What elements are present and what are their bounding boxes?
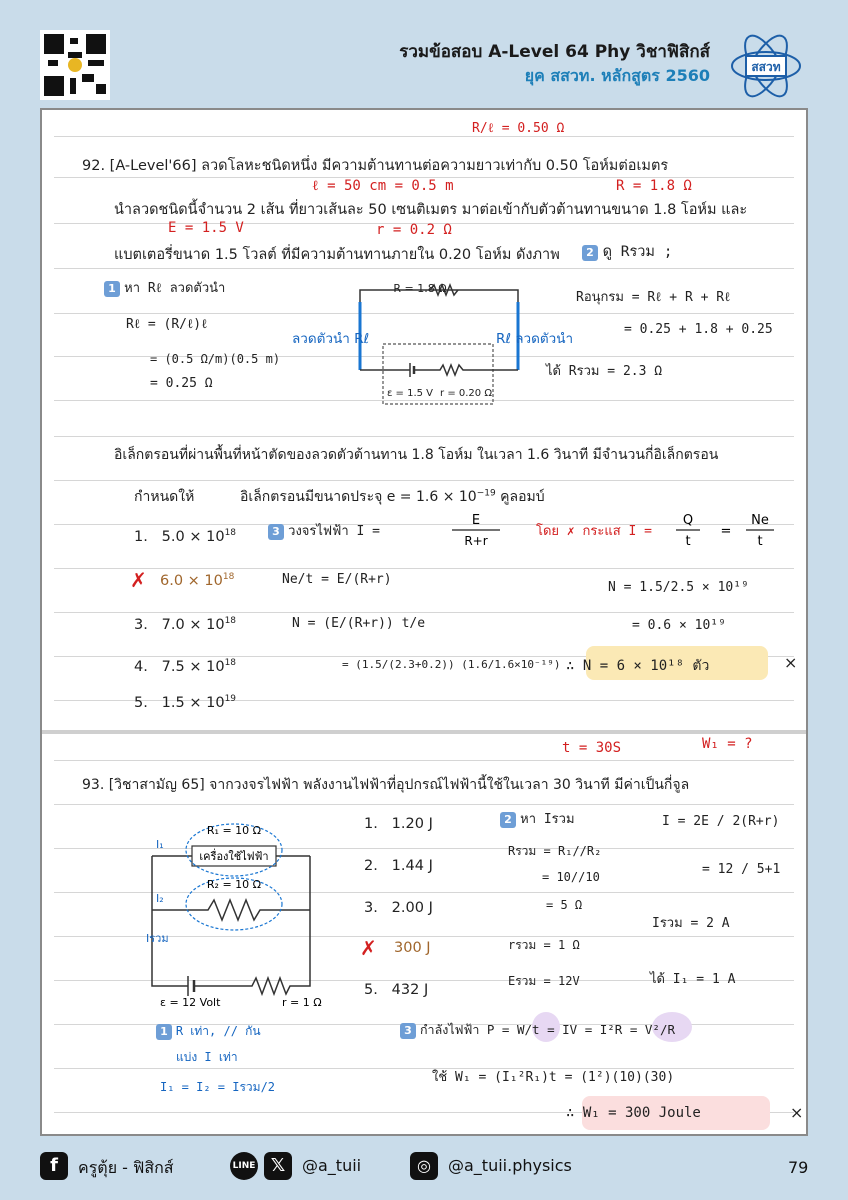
answer-cross-icon: ✗ xyxy=(360,936,377,960)
choice-value: 2.00 J xyxy=(391,900,433,916)
choice-value: 1.44 J xyxy=(391,858,433,874)
work-line2: N = (E/(R+r)) t/e xyxy=(292,616,426,631)
note-emf: E = 1.5 V xyxy=(168,220,244,236)
choice-value: 1.5 × 10 xyxy=(161,694,225,711)
circuit-r-label: R = 1.8 Ω xyxy=(393,282,447,295)
rint-total: rรวม = 1 Ω xyxy=(508,938,580,952)
given-exponent: −19 xyxy=(476,488,496,499)
answer-cross-icon: ✗ xyxy=(130,568,147,592)
current-3: Iรวม = 2 A xyxy=(652,916,730,931)
current-4: ได้ I₁ = 1 A xyxy=(650,972,736,987)
choice-value: 7.5 × 10 xyxy=(161,658,225,675)
step1-row xyxy=(104,277,225,298)
choice-item[interactable] xyxy=(134,694,236,711)
svg-text:t: t xyxy=(685,534,691,549)
s2-row xyxy=(500,808,575,829)
work-line1: Ne/t = E/(R+r) xyxy=(282,572,392,587)
r1-label: R₁ = 10 Ω xyxy=(206,824,262,837)
step-badge: 1 xyxy=(156,1024,172,1040)
step3-row xyxy=(268,520,380,541)
footer xyxy=(0,1142,848,1200)
header-title: รวมข้อสอบ A-Level 64 Phy วิชาฟิสิกส์ xyxy=(399,42,710,62)
svg-text:t: t xyxy=(757,534,763,549)
choice-value: 7.0 × 10 xyxy=(161,616,225,633)
choice-number: 2. xyxy=(364,858,378,874)
choice-value: 5.0 × 10 xyxy=(161,528,225,545)
s3-text: กำลังไฟฟ้า P = W/t = IV = I²R = V²/R xyxy=(419,1022,676,1037)
choice-value: 432 J xyxy=(391,982,429,998)
x-icon[interactable]: 𝕏 xyxy=(264,1152,292,1180)
choice-item[interactable] xyxy=(134,528,236,545)
n-line1: N = 1.5/2.5 × 10¹⁹ xyxy=(608,580,749,595)
internal-r-label: r = 1 Ω xyxy=(282,996,322,1009)
rtotal-1: Rรวม = R₁//R₂ xyxy=(508,844,602,858)
note-r-per-l: R/ℓ = 0.50 Ω xyxy=(472,121,565,136)
step2-row xyxy=(582,240,672,263)
rsum-line3: ได้ Rรวม = 2.3 Ω xyxy=(546,364,663,379)
worksheet-page xyxy=(40,108,808,1136)
step3-text: วงจรไฟฟ้า I = xyxy=(288,524,380,539)
device-label: เครื่องใช้ไฟฟ้า xyxy=(199,850,269,863)
choice-exponent: 18 xyxy=(224,616,237,626)
step-badge: 1 xyxy=(104,281,120,297)
choice-exponent: 19 xyxy=(224,694,237,704)
choice-number: 1. xyxy=(364,816,378,832)
logo-text: สสวท xyxy=(751,60,781,74)
choice-number: 5. xyxy=(134,694,148,711)
line-icon[interactable]: LINE xyxy=(230,1152,258,1180)
choice-value: 1.20 J xyxy=(391,816,433,832)
note-resistance: R = 1.8 Ω xyxy=(616,178,692,194)
q92-line2: นำลวดชนิดนี้จำนวน 2 เส้น ที่ยาวเส้นละ 50 เซนติเมตร มาต่อเข้ากับตัวต้านทานขนาด 1.8 โอห์ม และ xyxy=(114,202,748,218)
step1-text: หา Rℓ ลวดตัวนำ xyxy=(124,281,226,296)
circuit-int-r-label: r = 0.20 Ω xyxy=(440,388,492,399)
choice-item[interactable] xyxy=(364,982,428,998)
check-mark-icon: ⨯ xyxy=(784,653,798,672)
fraction-e-over-rr xyxy=(446,510,506,550)
svg-text:E: E xyxy=(471,513,481,528)
note-internal-r: r = 0.2 Ω xyxy=(376,222,452,238)
svg-text:Ne: Ne xyxy=(751,513,769,528)
choice-item[interactable] xyxy=(134,658,236,675)
choice-number: 3. xyxy=(364,900,378,916)
q92-answer: ∴ N = 6 × 10¹⁸ ตัว xyxy=(566,658,710,674)
note-length: ℓ = 50 cm = 0.5 m xyxy=(312,178,454,194)
note-work: W₁ = ? xyxy=(702,736,753,752)
svg-text:=: = xyxy=(720,524,732,539)
step-badge: 3 xyxy=(268,524,284,540)
q93-answer: ∴ W₁ = 300 Joule xyxy=(566,1105,701,1121)
q93-line1: 93. [วิชาสามัญ 65] จากวงจรไฟฟ้า พลังงานไฟฟ้าที่อุปกรณ์ไฟฟ้านี้ใช้ในเวลา 30 วินาที มีค่าเป็นกี่จูล xyxy=(82,777,690,793)
step-badge: 2 xyxy=(500,812,516,828)
svg-text:Q: Q xyxy=(682,513,694,528)
ipst-logo xyxy=(728,26,804,106)
current-2: = 12 / 5+1 xyxy=(702,862,781,877)
s2-text: หา Iรวม xyxy=(520,812,575,827)
step2-text: ดู Rรวม ; xyxy=(602,244,673,260)
circuit-q93 xyxy=(142,810,332,1010)
step-badge: 3 xyxy=(400,1023,416,1039)
choice-item-correct[interactable] xyxy=(160,572,234,589)
calc-rl-2: = (0.5 Ω/m)(0.5 m) xyxy=(150,352,281,366)
use-line: ใช้ W₁ = (I₁²R₁)t = (1²)(10)(30) xyxy=(432,1070,675,1085)
given-text: อิเล็กตรอนมีขนาดประจุ e = 1.6 × 10 xyxy=(240,489,477,505)
footer-handle-ig[interactable]: @a_tuii.physics xyxy=(448,1156,572,1175)
header-subtitle: ยุค สสวท. หลักสูตร 2560 xyxy=(524,66,710,85)
page-number: 79 xyxy=(788,1158,809,1177)
s1-line2: แบ่ง I เท่า xyxy=(176,1050,238,1064)
work-line3: = (1.5/(2.3+0.2)) (1.6/1.6×10⁻¹⁹) xyxy=(342,658,561,671)
choice-item[interactable] xyxy=(364,858,433,874)
choice-item[interactable] xyxy=(364,900,433,916)
calc-rl-1: Rℓ = (R/ℓ)ℓ xyxy=(126,317,208,332)
emf-total: Eรวม = 12V xyxy=(508,974,580,988)
choice-value: 6.0 × 10 xyxy=(160,572,223,589)
footer-name[interactable]: ครูตุ้ย - ฟิสิกส์ xyxy=(78,1158,174,1177)
i2-label: I₂ xyxy=(156,892,164,905)
rtotal-3: = 5 Ω xyxy=(546,898,583,912)
choice-number: 1. xyxy=(134,528,148,545)
choice-number: 3. xyxy=(134,616,148,633)
choice-exponent: 18 xyxy=(224,528,237,538)
footer-handle[interactable]: @a_tuii xyxy=(302,1156,362,1175)
choice-item[interactable] xyxy=(364,816,433,832)
given-row xyxy=(240,486,545,508)
r2-label: R₂ = 10 Ω xyxy=(206,878,262,891)
choice-number: 4. xyxy=(134,658,148,675)
question-divider xyxy=(42,730,806,734)
rsum-line1: Rอนุกรม = Rℓ + R + Rℓ xyxy=(576,290,731,305)
q92-line1: 92. [A-Level'66] ลวดโลหะชนิดหนึ่ง มีความต้านทานต่อความยาวเท่ากับ 0.50 โอห์มต่อเมตร xyxy=(82,158,669,174)
note-time: t = 30S xyxy=(562,740,622,756)
qr-code xyxy=(40,30,110,100)
choice-number: 5. xyxy=(364,982,378,998)
choice-exponent: 18 xyxy=(222,572,235,582)
q92-line3: แบตเตอรี่ขนาด 1.5 โวลต์ ที่มีความต้านทานภายใน 0.20 โอห์ม ดังภาพ xyxy=(114,247,560,263)
choice-item-correct[interactable] xyxy=(394,940,431,956)
n-line2: = 0.6 × 10¹⁹ xyxy=(632,618,726,633)
choice-exponent: 18 xyxy=(224,658,237,668)
choice-item[interactable] xyxy=(134,616,236,633)
s3-row xyxy=(400,1020,675,1040)
emf-label: ε = 12 Volt xyxy=(160,996,221,1009)
circuit-emf-label: ε = 1.5 V xyxy=(386,388,434,399)
itotal-label: Iรวม xyxy=(146,932,169,945)
fraction-q-over-t xyxy=(668,510,788,550)
by-current-text: โดย ✗ กระแส I = xyxy=(536,524,652,539)
rsum-line2: = 0.25 + 1.8 + 0.25 xyxy=(624,322,773,337)
i1-label: I₁ xyxy=(156,838,164,851)
wire-label-right: Rℓ ลวดตัวนำ xyxy=(496,331,574,347)
check-mark-icon: ⨯ xyxy=(790,1103,804,1122)
given-label: กำหนดให้ xyxy=(134,489,195,505)
current-1: I = 2E / 2(R+r) xyxy=(662,814,780,829)
facebook-icon[interactable]: f xyxy=(40,1152,68,1180)
choice-value: 300 J xyxy=(394,940,431,956)
svg-text:R+r: R+r xyxy=(464,534,488,548)
q92-question: อิเล็กตรอนที่ผ่านพื้นที่หน้าตัดของลวดตัวต้านทาน 1.8 โอห์ม ในเวลา 1.6 วินาที มีจำนวนกี่อิเล็กตรอน xyxy=(114,447,719,463)
s1-text: R เท่า, // กัน xyxy=(175,1024,261,1038)
step-badge: 2 xyxy=(582,245,598,261)
given-unit: คูลอมบ์ xyxy=(495,489,545,505)
rtotal-2: = 10//10 xyxy=(542,870,600,884)
s1-row xyxy=(156,1022,261,1041)
calc-rl-3: = 0.25 Ω xyxy=(150,376,213,391)
s1-line3: I₁ = I₂ = Iรวม/2 xyxy=(160,1080,276,1094)
instagram-icon[interactable]: ◎ xyxy=(410,1152,438,1180)
wire-label-left: ลวดตัวนำ Rℓ xyxy=(292,331,370,347)
